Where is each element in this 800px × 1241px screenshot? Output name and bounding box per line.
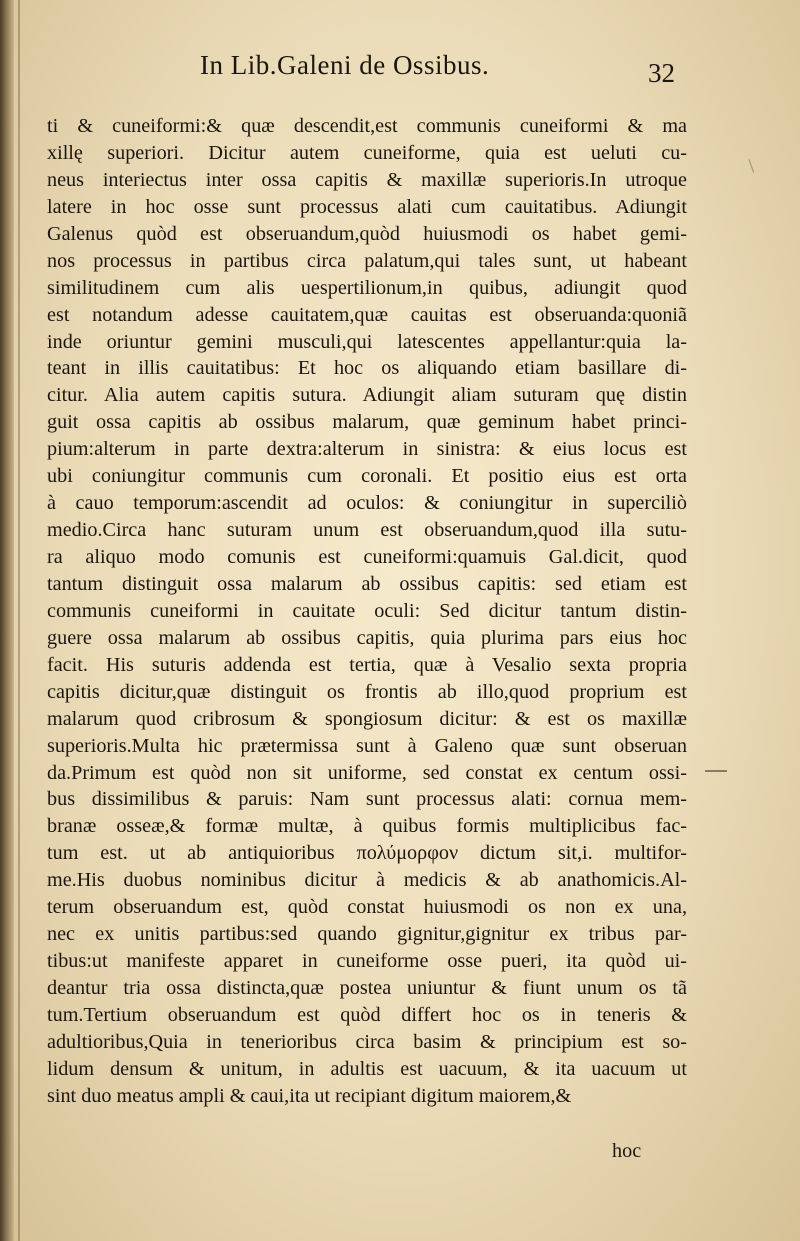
text-line: sint duo meatus ampli & caui,ita ut recipiant digitum maiorem,& — [47, 1084, 572, 1107]
text-line: superioris.Multa hic prætermissa sunt à Galeno quæ sunt obseruan — [47, 734, 687, 757]
catchword: hoc — [612, 1140, 642, 1162]
gutter-line — [18, 0, 20, 1241]
text-line: da.Primum est quòd non sit uniforme, sed constat ex centum ossi- — [47, 761, 687, 784]
body-text — [47, 113, 687, 1110]
margin-mark — [743, 159, 754, 175]
text-line: guere ossa malarum ab ossibus capitis, quia plurima pars eius hoc — [47, 626, 687, 649]
book-spine-shadow — [0, 0, 14, 1241]
text-line: ti & cuneiformi:& quæ descendit,est communis cuneiformi & ma — [47, 115, 687, 137]
text-line: nec ex unitis partibus:sed quando gignitur,gignitur ex tribus par- — [47, 923, 687, 946]
page-number: 32 — [648, 58, 675, 88]
text-line: ra aliquo modo comunis est cuneiformi:quamuis Gal.dicit, quod — [47, 546, 687, 568]
text-line: Galenus quòd est obseruandum,quòd huiusmodi os habet gemi- — [47, 222, 687, 245]
text-line: tibus:ut manifeste apparet in cuneiforme osse pueri, ita quòd ui- — [47, 950, 687, 973]
text-line: facit. His suturis addenda est tertia, quæ à Vesalio sexta propria — [47, 653, 687, 676]
margin-dash-mark — [705, 770, 727, 772]
text-line: teant in illis cauitatibus: Et hoc os aliquando etiam basillare di- — [47, 357, 687, 380]
text-line: terum obseruandum est, quòd constat huiusmodi os non ex una, — [47, 896, 687, 919]
text-line: pium:alterum in parte dextra:alterum in sinistra: & eius locus est — [47, 438, 687, 461]
text-line: citur. Alia autem capitis sutura. Adiungit aliam suturam quę distin — [47, 384, 687, 407]
text-line: lidum densum & unitum, in adultis est uacuum, & ita uacuum ut — [47, 1057, 687, 1080]
text-line: tantum distinguit ossa malarum ab ossibus capitis: sed etiam est — [47, 572, 687, 595]
text-line: bus dissimilibus & paruis: Nam sunt processus alati: cornua mem- — [47, 788, 687, 811]
text-line: medio.Circa hanc suturam unum est obseruandum,quod illa sutu- — [47, 519, 687, 542]
text-line: tum est. ut ab antiquioribus πολύμορφον dictum sit,i. multifor- — [47, 842, 687, 865]
text-line: tum.Tertium obseruandum est quòd differt hoc os in teneris & — [47, 1003, 687, 1026]
text-line: guit ossa capitis ab ossibus malarum, quæ geminum habet princi- — [47, 411, 687, 434]
text-line: deantur tria ossa distincta,quæ postea uniuntur & fiunt unum os tã — [47, 977, 687, 999]
text-line: à cauo temporum:ascendit ad oculos: & coniungitur in superciliò — [47, 492, 687, 515]
text-line: branæ osseæ,& formæ multæ, à quibus formis multiplicibus fac- — [47, 815, 687, 838]
text-line: capitis dicitur,quæ distinguit os frontis ab illo,quod proprium est — [47, 680, 687, 703]
text-line: communis cuneiformi in cauitate oculi: Sed dicitur tantum distin- — [47, 599, 687, 622]
running-head: In Lib.Galeni de Ossibus. — [200, 50, 490, 80]
text-line: similitudinem cum alis uespertilionum,in quibus, adiungit quod — [47, 276, 687, 299]
text-line: neus interiectus inter ossa capitis & maxillæ superioris.In utroque — [47, 168, 687, 191]
text-line: latere in hoc osse sunt processus alati cum cauitatibus. Adiungit — [47, 195, 687, 218]
text-line: malarum quod cribrosum & spongiosum dicitur: & est os maxillæ — [47, 707, 687, 730]
text-line: adultioribus,Quia in tenerioribus circa basim & principium est so- — [47, 1030, 687, 1053]
text-line: est notandum adesse cauitatem,quæ cauitas est obseruanda:quoniã — [47, 303, 687, 326]
text-line: xillę superiori. Dicitur autem cuneiforme, quia est ueluti cu- — [47, 141, 687, 164]
text-line: inde oriuntur gemini musculi,qui latescentes appellantur:quia la- — [47, 330, 687, 353]
text-line: ubi coniungitur communis cum coronali. Et positio eius est orta — [47, 465, 687, 488]
text-line: me.His duobus nominibus dicitur à medicis & ab anathomicis.Al- — [47, 869, 687, 892]
text-line: nos processus in partibus circa palatum,qui tales sunt, ut habeant — [47, 249, 687, 272]
